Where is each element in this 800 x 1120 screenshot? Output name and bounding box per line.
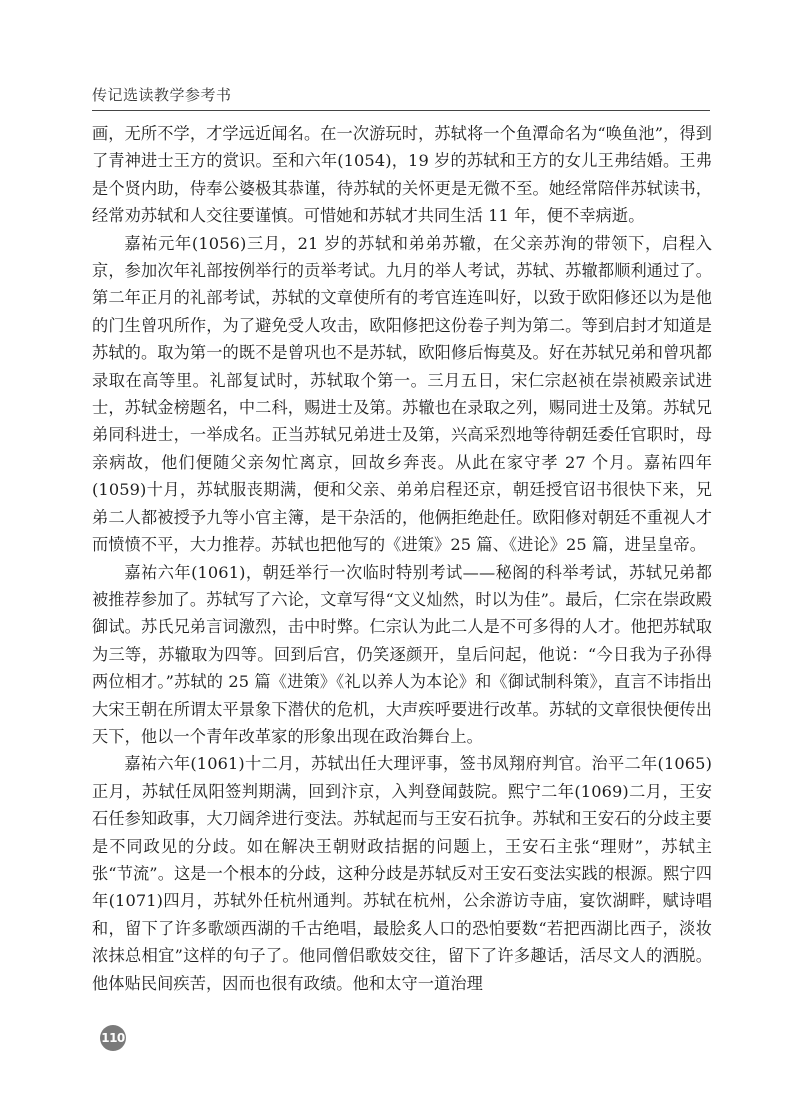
page-number-badge: [100, 1025, 126, 1051]
page-number: 110: [101, 1031, 125, 1045]
header-divider: [92, 110, 710, 111]
paragraph-2: 嘉祐元年(1056)三月，21 岁的苏轼和弟弟苏辙，在父亲苏洵的带领下，启程入京，参加次年礼部按例举行的贡举考试。九月的举人考试，苏轼、苏辙都顺利通过了。第二年正月的礼部考试，苏轼的文章使所有的考官连连叫好，以致于欧阳修还以为是他的门生曾巩所作，为了避免受人攻击，欧阳修把这份卷子判为第二。等到启封才知道是苏轼的。取为第一的既不是曾巩也不是苏轼，欧阳修后悔莫及。好在苏轼兄弟和曾巩都录取在高等里。礼部复试时，苏轼取个第一。三月五日，宋仁宗赵祯在崇祯殿亲试进士，苏轼金榜题名，中二科，赐进士及第。苏辙也在录取之列，赐同进士及第。苏轼兄弟同科进士，一举成名。正当苏轼兄弟进士及第，兴高采烈地等待朝廷委任官职时，母亲病故，他们便随父亲匆忙离京，回故乡奔丧。从此在家守孝 27 个月。嘉祐四年(1059)十月，苏轼服丧期满，便和父亲、弟弟启程还京，朝廷授官诏书很快下来，兄弟二人都被授予九等小官主簿，是干杂活的，他俩拒绝赴任。欧阳修对朝廷不重视人才而愤愤不平，大力推荐。苏轼也把他写的《进策》25 篇、《进论》25 篇，进呈皇帝。: [92, 233, 712, 555]
book-title: 传记选读教学参考书: [92, 86, 232, 104]
paragraph-1: 画，无所不学，才学远近闻名。在一次游玩时，苏轼将一个鱼潭命名为“唤鱼池”，得到了青神进士王方的赏识。至和六年(1054)，19 岁的苏轼和王方的女儿王弗结婚。王弗是个贤内助，侍奉公婆极其恭谨，待苏轼的关怀更是无微不至。她经常陪伴苏轼读书，经常劝苏轼和人交往要谨慎。可惜她和苏轼才共同生活 11 年，便不幸病逝。: [92, 124, 712, 226]
paragraph-3: 嘉祐六年(1061)，朝廷举行一次临时特别考试——秘阁的科举考试，苏轼兄弟都被推荐参加了。苏轼写了六论，文章写得“文义灿然，时以为佳”。最后，仁宗在崇政殿御试。苏氏兄弟言词激烈，击中时弊。仁宗认为此二人是不可多得的人才。他把苏轼取为三等，苏辙取为四等。回到后宫，仍笑逐颜开，皇后问起，他说：“今日我为子孙得两位相才。”苏轼的 25 篇《进策》《礼以养人为本论》和《御试制科策》，直言不讳指出大宋王朝在所谓太平景象下潜伏的危机，大声疾呼要进行改革。苏轼的文章很快便传出天下，他以一个青年改革家的形象出现在政治舞台上。: [92, 562, 712, 746]
body-text: [92, 120, 712, 997]
running-header: [92, 84, 710, 108]
paragraph-4: 嘉祐六年(1061)十二月，苏轼出任大理评事，签书凤翔府判官。治平二年(1065)正月，苏轼任凤阳签判期满，回到汴京，入判登闻鼓院。熙宁二年(1069)二月，王安石任参知政事，大刀阔斧进行变法。苏轼起而与王安石抗争。苏轼和王安石的分歧主要是不同政见的分歧。如在解决王朝财政拮据的问题上，王安石主张“理财”，苏轼主张“节流”。这是一个根本的分歧，这种分歧是苏轼反对王安石变法实践的根源。熙宁四年(1071)四月，苏轼外任杭州通判。苏轼在杭州，公余游访寺庙，宴饮湖畔，赋诗唱和，留下了许多歌颂西湖的千古绝唱，最脍炙人口的恐怕要数“若把西湖比西子，淡妆浓抹总相宜”这样的句子了。他同僧侣歌妓交往，留下了许多趣话，活尽文人的洒脱。他体贴民间疾苦，因而也很有政绩。他和太守一道治理: [92, 754, 712, 993]
